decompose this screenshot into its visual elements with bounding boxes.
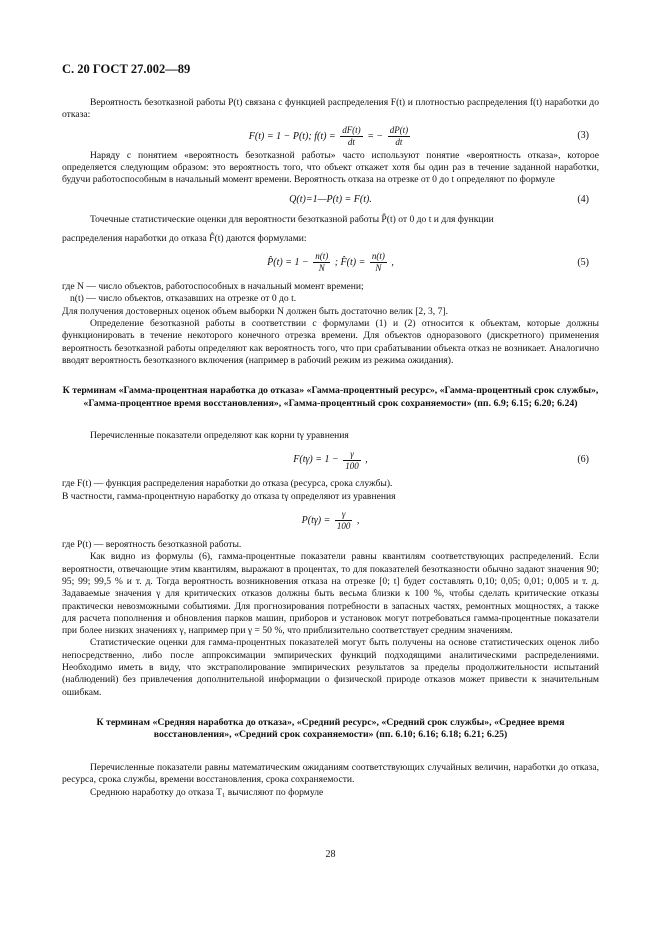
formula-4-number: (4) — [577, 194, 589, 206]
document-page — [62, 62, 599, 799]
page-header: С. 20 ГОСТ 27.002—89 — [62, 62, 191, 76]
formula-5-mid: ; F̂(t) = — [334, 257, 366, 269]
formula-6-fraction — [343, 449, 361, 472]
formula-7-tail: , — [356, 515, 360, 527]
paragraph-expectations: Перечисленные показатели равны математическим ожиданиям соответствующих случайных величин, наработки до отказа, ресурса, срока службы, времени восстановления, срока сохраняемости. — [62, 761, 599, 786]
formula-7-fraction — [335, 509, 353, 532]
formula-6-tail: , — [365, 454, 368, 466]
formula-6-frac-den: 100 — [345, 460, 359, 471]
formula-3-frac1-den: dt — [347, 136, 355, 147]
paragraph-point-estimates-b: распределения наработки до отказа F̂(t) даются формулами: — [62, 232, 307, 244]
paragraph-point-estimates-a: Точечные статистические оценки для вероятности безотказной работы P̂(t) от 0 до t и для функции — [90, 214, 494, 226]
paragraph-discrete-objects: Определение безотказной работы в соответствии с формулами (1) и (2) относится к объектам, которые должны функционировать в течение некоторого конечного отрезка времени. Для объектов одноразового (дискретного) применения вероятность безотказной работы определяют как вероятность того, что при срабатывании объекта отказ не возникает. Аналогично вводят вероятность безотказного включения (например в рабочий режим из режима ожидания). — [62, 317, 599, 366]
formula-7 — [62, 506, 599, 536]
paragraph-mttf-formula: Среднюю наработку до отказа T₁ вычисляют по формуле — [90, 786, 324, 798]
paragraph-quantiles: Как видно из формулы (6), гамма-процентные показатели равны квантилям соответствующих распределений. Если вероятности, отвечающие этим квантилям, выражают в процентах, то для показателей безотказности обычно задают значения 90; 95; 99; 99,5 % и т. д. Тогда вероятность возникновения отказа на отрезке [0; t] будет составлять 0,10; 0,05; 0,01; 0,005 и т. д. Задаваемые значения γ для критических отказов должны быть весьма близки к 100 %, чтобы сделать критические отказы практически невозможными событиями. Для прогнозирования потребности в запасных частях, ремонтных мощностях, а также для расчета пополнения и обновления парков машин, приборов и установок могут потребоваться гамма-процентные показатели при более низких значениях γ, например при γ = 50 %, что приблизительно соответствует средним значениям. — [62, 551, 599, 637]
paragraph-gamma-mttf: В частности, гамма-процентную наработку до отказа tγ определяют из уравнения — [62, 490, 396, 502]
where-clause-P: где P(t) — вероятность безотказной работы. — [62, 539, 242, 551]
paragraph-sample-size: Для получения достоверных оценок объем выборки N должен быть достаточно велик [2, 3, 7]. — [62, 305, 448, 317]
paragraph-statistical-estimates: Статистические оценки для гамма-процентных показателей могут быть получены на основе статистических оценок либо непосредственно, либо после аппроксимации эмпирических функций подходящими аналитическими распределениями. Необходимо иметь в виду, что экстраполирование эмпирических результатов за пределы продолжительности испытаний (наблюдений) без привлечения дополнительной информации о физической природе отказов может привести к значительным ошибкам. — [62, 637, 599, 698]
formula-3-fraction-2 — [388, 125, 411, 148]
formula-3-frac2-den: dt — [395, 136, 403, 147]
formula-3-frac1-num: dF(t) — [342, 124, 361, 135]
formula-4-expr: Q(t)=1—P(t) = F(t). — [289, 194, 372, 206]
formula-5-frac1-den: N — [318, 263, 325, 274]
formula-3 — [62, 125, 599, 147]
section-title-mean: К терминам «Средняя наработка до отказа», «Средний ресурс», «Средний срок службы», «Среднее время восстановления», «Средний срок сохраняемости» (пп. 6.10; 6.16; 6.18; 6.21; 6.25) — [96, 716, 565, 741]
where-clause-n: n(t) — число объектов, отказавших на отрезке от 0 до t. — [70, 293, 297, 305]
formula-3-fraction-1 — [340, 125, 363, 148]
formula-5 — [62, 248, 599, 278]
formula-3-frac2-num: dP(t) — [389, 124, 409, 135]
formula-5-frac2-den: N — [375, 263, 382, 274]
formula-6-number: (6) — [577, 454, 589, 466]
formula-5-fraction-1 — [313, 251, 330, 274]
formula-3-mid: = − — [367, 130, 384, 142]
paragraph-reliability-intro: Вероятность безотказной работы P(t) связана с функцией распределения F(t) и плотностью распределения f(t) наработки до отказа: — [62, 97, 599, 121]
formula-5-frac2-num: n(t) — [371, 251, 385, 262]
formula-7-frac-den: 100 — [336, 521, 351, 532]
formula-5-tail: , — [391, 257, 394, 269]
formula-5-frac1-num: n(t) — [315, 251, 329, 262]
formula-3-left: F(t) = 1 − P(t); f(t) = — [248, 130, 336, 142]
where-clause-F: где F(t) — функция распределения наработки до отказа (ресурса, срока службы). — [62, 478, 393, 490]
paragraph-failure-probability: Наряду с понятием «вероятность безотказной работы» часто используют понятие «вероятность отказа», которое определяется следующим образом: это вероятность того, что объект откажет хотя бы один раз в течение заданной наработки, будучи работоспособным в начальный момент времени. Вероятность отказа на отрезке от 0 до t определяют по формуле — [62, 149, 599, 186]
formula-5-fraction-2 — [370, 251, 387, 274]
page-number: 28 — [325, 849, 336, 860]
formula-5-left: P̂(t) = 1 − — [267, 257, 309, 269]
paragraph-gamma-roots: Перечисленные показатели определяют как корни tγ уравнения — [90, 430, 349, 442]
formula-6 — [62, 445, 599, 475]
formula-6-left: F(tγ) = 1 − — [293, 454, 339, 466]
formula-3-number: (3) — [577, 129, 589, 141]
formula-7-frac-num: γ — [335, 509, 353, 521]
formula-5-number: (5) — [577, 257, 589, 269]
formula-7-left: P(tγ) = — [301, 515, 331, 527]
section-title-gamma: К терминам «Гамма-процентная наработка до отказа» «Гамма-процентный ресурс», «Гамма-процентный срок службы», «Гамма-процентное время восстановления», «Гамма-процентный срок сохраняемости» (пп. 6.9; 6.15; 6.20; 6.24) — [62, 385, 599, 409]
formula-6-frac-num: γ — [343, 449, 361, 461]
where-clause-N: где N — число объектов, работоспособных в начальный момент времени; — [62, 281, 364, 293]
formula-4 — [62, 189, 599, 211]
